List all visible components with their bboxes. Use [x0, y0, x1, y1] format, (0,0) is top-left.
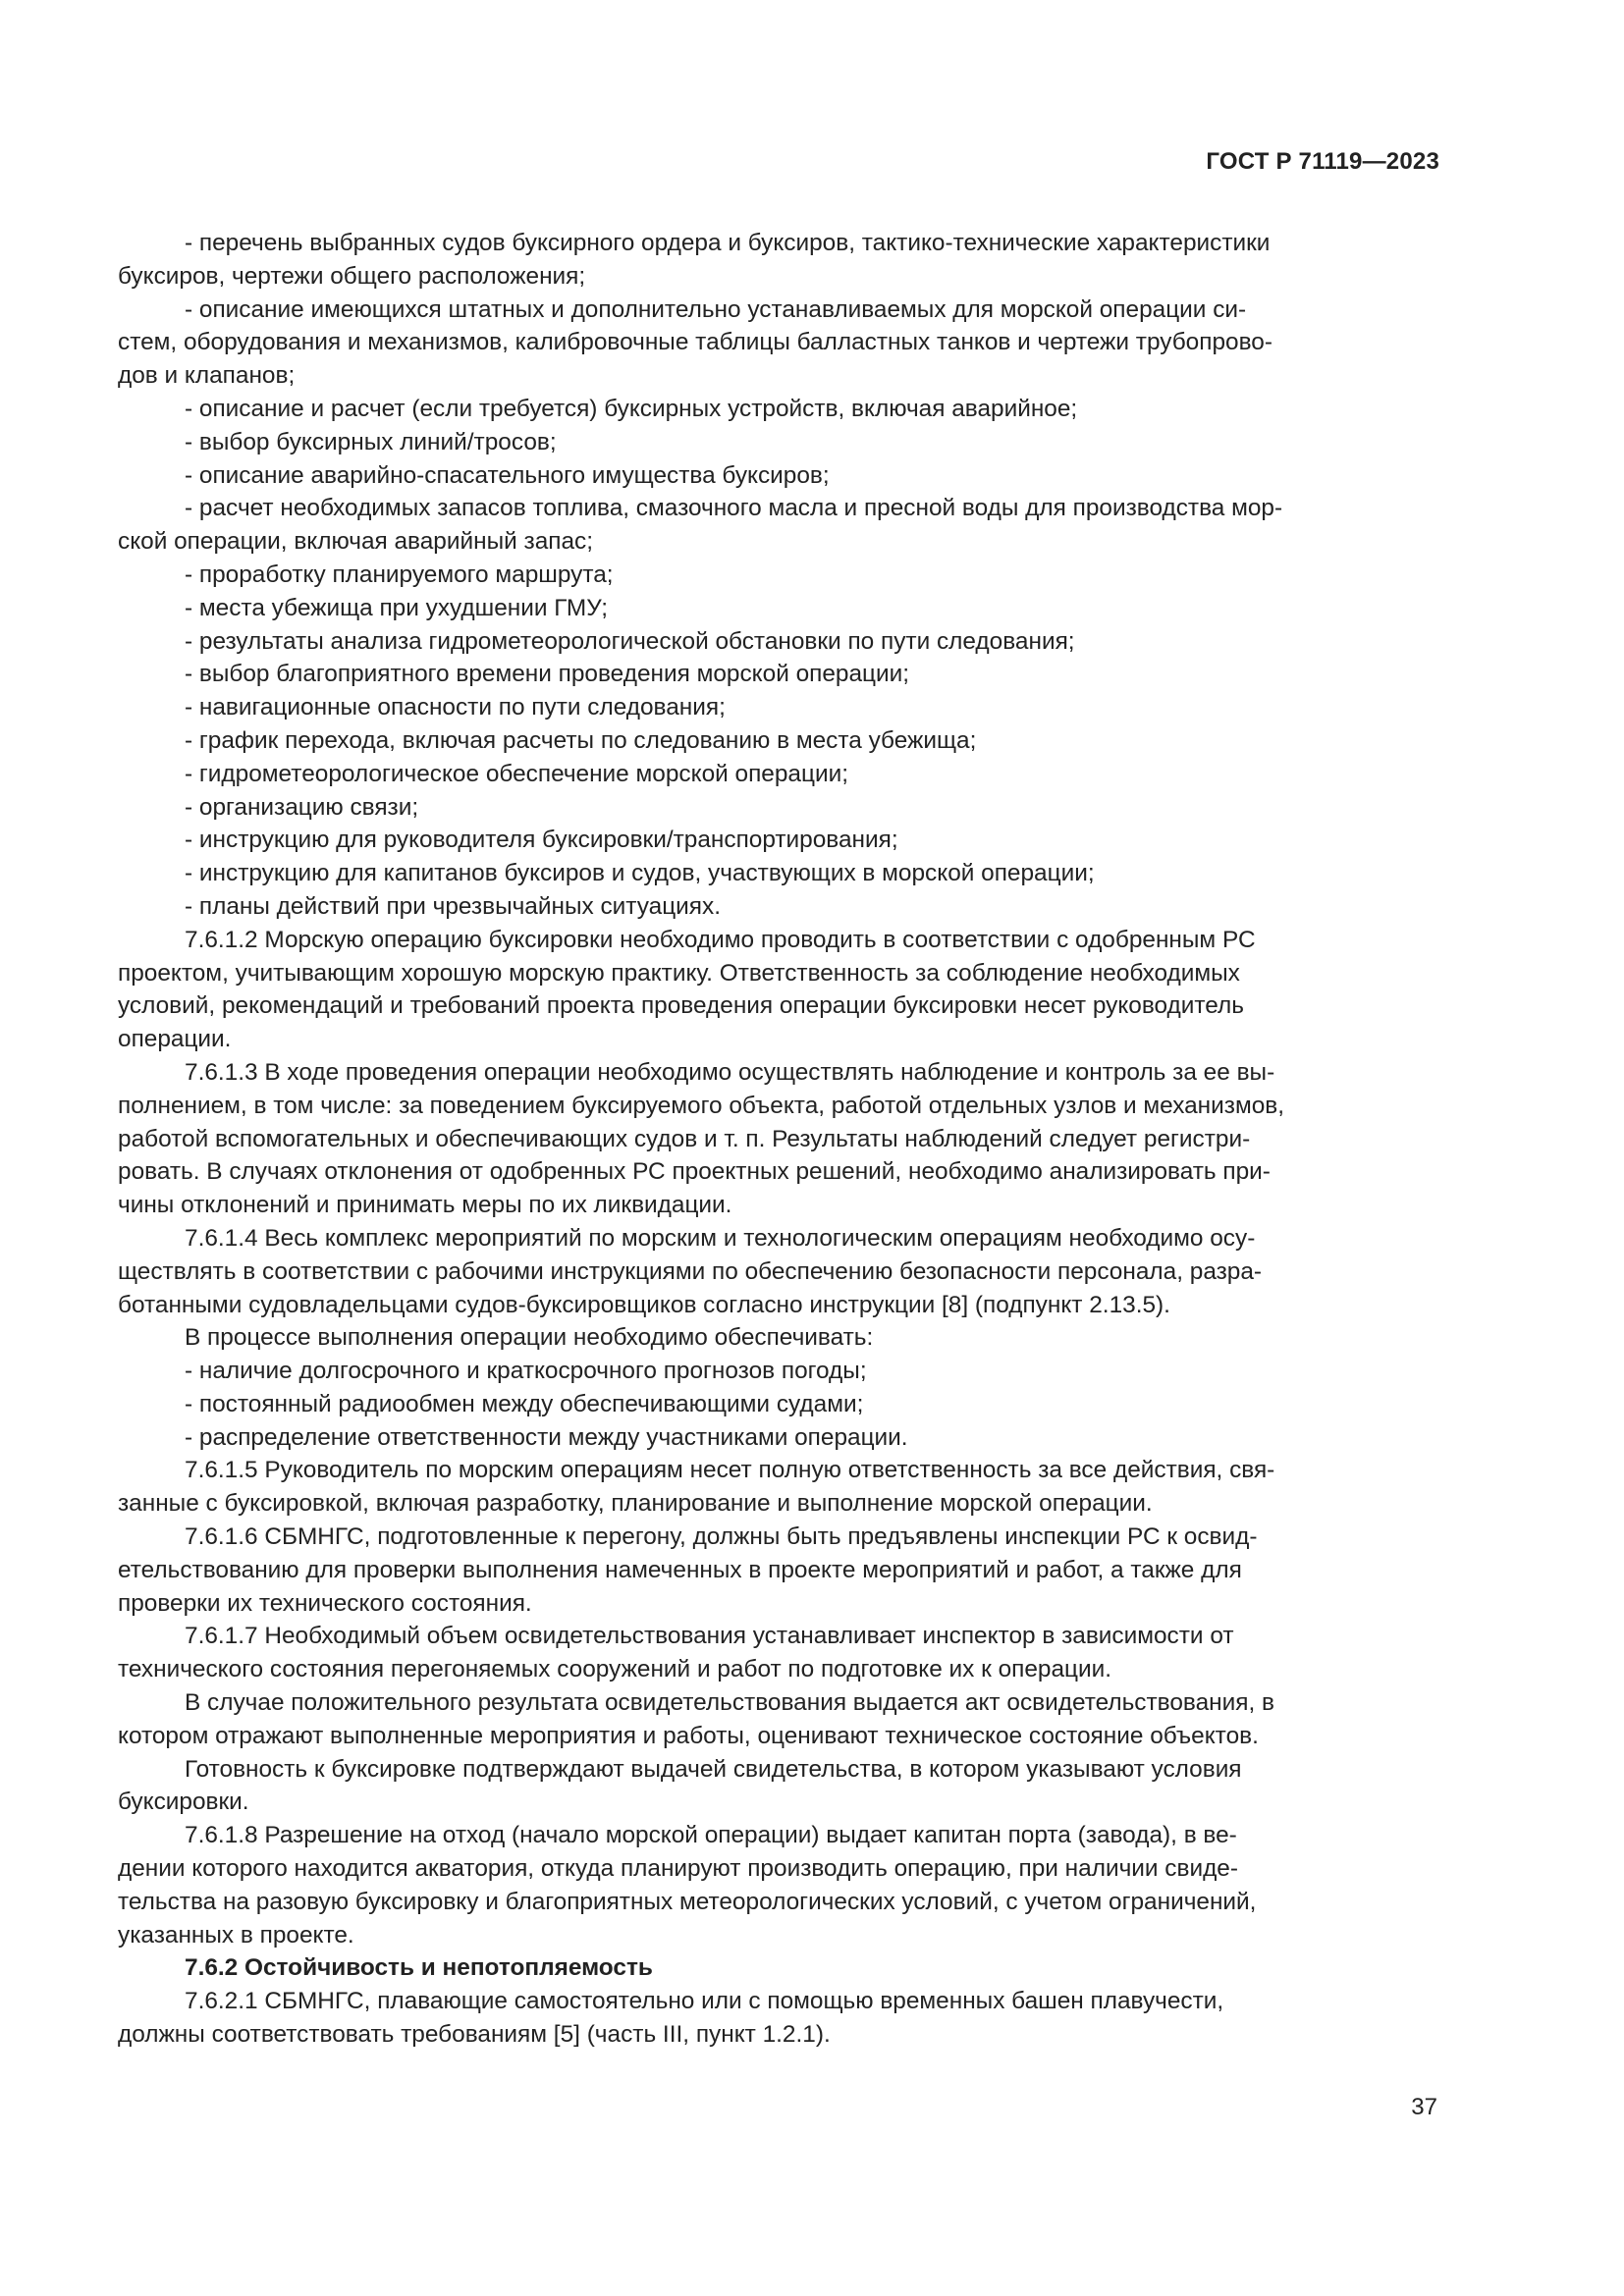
list-item: - проработку планируемого маршрута;: [185, 561, 614, 588]
list-item: - гидрометеорологическое обеспечение морской операции;: [185, 760, 848, 787]
list-item: - выбор буксирных линий/тросов;: [185, 428, 557, 455]
clause-7-6-1-8: 7.6.1.8 Разрешение на отход (начало морской операции) выдает капитан порта (завода), в ве- дении которого находится акватория, откуда планируют производить операцию, при наличии свиде- тельства на разовую буксировку и благоприятных метеорологических условий, с учетом ограничений, указанных в проекте.: [118, 1822, 1257, 1949]
standard-header: ГОСТ Р 71119—2023: [1206, 148, 1439, 175]
list-item: - описание и расчет (если требуется) буксирных устройств, включая аварийное;: [185, 395, 1078, 422]
list-item: - распределение ответственности между участниками операции.: [185, 1423, 908, 1451]
paragraph: Готовность к буксировке подтверждают выдачей свидетельства, в котором указывают условия буксировки.: [118, 1755, 1242, 1816]
clause-7-6-1-2: 7.6.1.2 Морскую операцию буксировки необходимо проводить в соответствии с одобренным РС проектом, учитывающим хорошую морскую практику. Ответственность за соблюдение необходимых условий, рекомендаций и требований проекта проведения операции буксировки несет руководитель операции.: [118, 926, 1256, 1053]
list-item: - инструкцию для капитанов буксиров и судов, участвующих в морской операции;: [185, 860, 1095, 887]
list-item: - планы действий при чрезвычайных ситуациях.: [185, 892, 721, 920]
list-item: - перечень выбранных судов буксирного ордера и буксиров, тактико-технические характеристики буксиров, чертежи общего расположения;: [118, 230, 1271, 290]
list-item: - график перехода, включая расчеты по следованию в места убежища;: [185, 726, 977, 754]
list-item: - описание имеющихся штатных и дополнительно устанавливаемых для морской операции си- стем, оборудования и механизмов, калибровочные таблицы балластных танков и чертежи трубопрово- дов и клапанов;: [118, 295, 1272, 390]
list-item: - выбор благоприятного времени проведения морской операции;: [185, 661, 910, 688]
list-item: - инструкцию для руководителя буксировки/транспортирования;: [185, 827, 898, 854]
paragraph: В случае положительного результата освидетельствования выдается акт освидетельствования, в котором отражают выполненные мероприятия и работы, оценивают техническое состояние объектов.: [118, 1689, 1274, 1749]
list-item: - наличие долгосрочного и краткосрочного прогнозов погоды;: [185, 1358, 867, 1385]
list-item: - расчет необходимых запасов топлива, смазочного масла и пресной воды для производства мор- ской операции, включая аварийный запас;: [118, 495, 1283, 556]
clause-7-6-1-3: 7.6.1.3 В ходе проведения операции необходимо осуществлять наблюдение и контроль за ее вы- полнением, в том числе: за поведением буксируемого объекта, работой отдельных узлов и механизмов, работой вспомогательных и обеспечивающих судов и т. п. Результаты наблюдений следует регистри- ровать. В случаях отклонения от одобренных РС проектных решений, необходимо анализировать при- чины отклонений и принимать меры по их ликвидации.: [118, 1058, 1285, 1219]
list-item: - места убежища при ухудшении ГМУ;: [185, 594, 608, 621]
clause-7-6-1-4: 7.6.1.4 Весь комплекс мероприятий по морским и технологическим операциям необходимо осу- ществлять в соответствии с рабочими инструкциями по обеспечению безопасности персонала, разра- ботанными судовладельцами судов-буксировщиков согласно инструкции [8] (подпункт 2.13.5).: [118, 1224, 1263, 1318]
paragraph: В процессе выполнения операции необходимо обеспечивать:: [185, 1324, 874, 1352]
page-number: 37: [1411, 2094, 1437, 2120]
clause-7-6-2-1: 7.6.2.1 СБМНГС, плавающие самостоятельно или с помощью временных башен плавучести, должны соответствовать требованиям [5] (часть III, пункт 1.2.1).: [118, 1988, 1224, 2049]
document-body: [118, 227, 1439, 2052]
section-heading-7-6-2: 7.6.2 Остойчивость и непотопляемость: [185, 1954, 653, 1982]
list-item: - результаты анализа гидрометеорологической обстановки по пути следования;: [185, 627, 1075, 655]
clause-7-6-1-7: 7.6.1.7 Необходимый объем освидетельствования устанавливает инспектор в зависимости от технического состояния перегоняемых сооружений и работ по подготовке их к операции.: [118, 1623, 1234, 1683]
list-item: - описание аварийно-спасательного имущества буксиров;: [185, 461, 830, 489]
clause-7-6-1-5: 7.6.1.5 Руководитель по морским операциям несет полную ответственность за все действия, свя- занные с буксировкой, включая разработку, планирование и выполнение морской операции.: [118, 1457, 1275, 1518]
clause-7-6-1-6: 7.6.1.6 СБМНГС, подготовленные к перегону, должны быть предъявлены инспекции РС к освид- етельствованию для проверки выполнения намеченных в проекте мероприятий и работ, а также для проверки их технического состояния.: [118, 1523, 1258, 1617]
list-item: - организацию связи;: [185, 793, 419, 821]
list-item: - навигационные опасности по пути следования;: [185, 694, 726, 721]
list-item: - постоянный радиообмен между обеспечивающими судами;: [185, 1390, 864, 1417]
